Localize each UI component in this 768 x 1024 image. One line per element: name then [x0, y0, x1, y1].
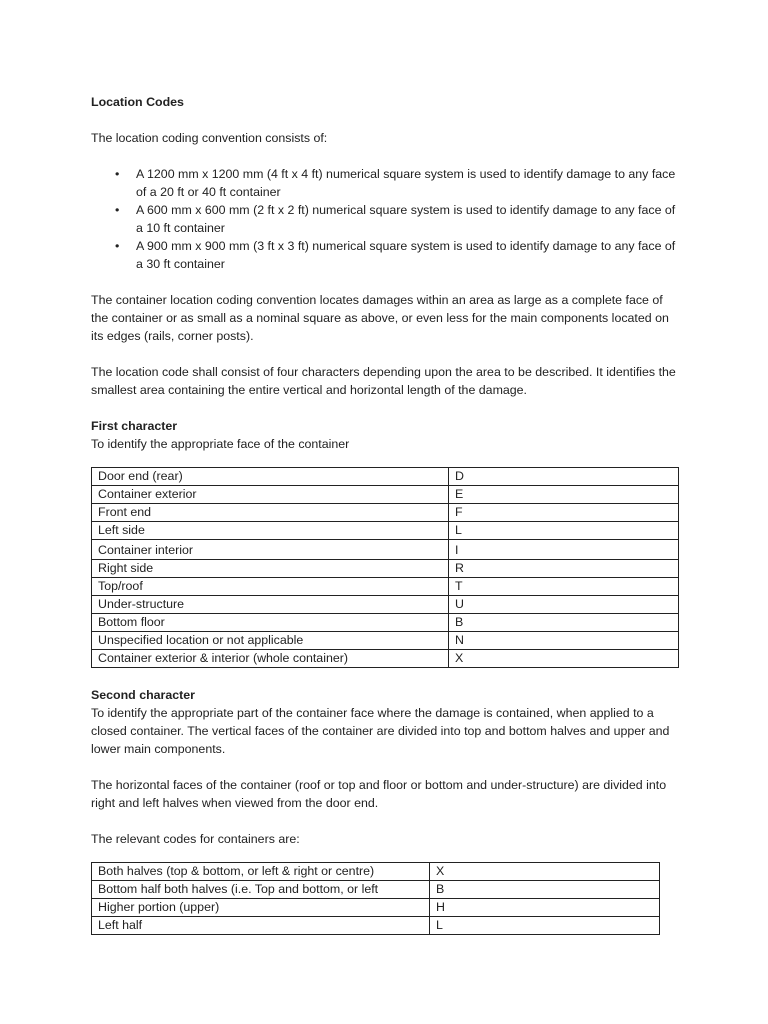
table-row	[92, 486, 679, 504]
table-cell-label: Bottom floor	[92, 614, 449, 632]
paragraph: The container location coding convention locates damages within an area as large as a complete face of the container or as small as a nominal square as above, or even less for the main components located on its edges (rails, corner posts).	[91, 293, 669, 343]
table-cell-code: B	[430, 881, 660, 899]
table-row	[92, 522, 679, 540]
table-cell-label: Both halves (top & bottom, or left & right or centre)	[92, 863, 430, 881]
section-description: To identify the appropriate face of the container	[91, 437, 350, 451]
table-row	[92, 578, 679, 596]
list-item: • A 600 mm x 600 mm (2 ft x 2 ft) numerical square system is used to identify damage to any face of a 10 ft container	[115, 203, 676, 235]
table-cell-code: B	[449, 614, 679, 632]
table-cell-code: E	[449, 486, 679, 504]
table-cell-code: F	[449, 504, 679, 522]
table-cell-label: Top/roof	[92, 578, 449, 596]
bullet-list	[91, 165, 681, 273]
table-row	[92, 504, 679, 522]
bullet-icon: •	[115, 167, 120, 181]
table-cell-code: I	[449, 540, 679, 560]
table-row	[92, 650, 679, 668]
table-row	[92, 614, 679, 632]
bullet-icon: •	[115, 203, 120, 217]
table-cell-label: Under-structure	[92, 596, 449, 614]
section-heading: First character	[91, 419, 178, 433]
table-cell-label: Left half	[92, 917, 430, 935]
table-row	[92, 540, 679, 560]
table-cell-label: Container exterior & interior (whole container)	[92, 650, 449, 668]
table-cell-label: Bottom half both halves (i.e. Top and bottom, or left	[92, 881, 430, 899]
table-cell-code: X	[449, 650, 679, 668]
table-row	[92, 560, 679, 578]
table-cell-label: Higher portion (upper)	[92, 899, 430, 917]
table-cell-label: Door end (rear)	[92, 468, 449, 486]
table-row	[92, 899, 660, 917]
table-cell-label: Front end	[92, 504, 449, 522]
table-cell-label: Left side	[92, 522, 449, 540]
table-cell-code: X	[430, 863, 660, 881]
table-cell-code: D	[449, 468, 679, 486]
table-cell-code: U	[449, 596, 679, 614]
paragraph: The horizontal faces of the container (roof or top and floor or bottom and under-structure) are divided into right and left halves when viewed from the door end.	[91, 778, 667, 810]
list-item: • A 1200 mm x 1200 mm (4 ft x 4 ft) numerical square system is used to identify damage to any face of a 20 ft or 40 ft container	[115, 167, 676, 199]
second-character-table	[91, 862, 660, 935]
table-row	[92, 863, 660, 881]
table-cell-label: Right side	[92, 560, 449, 578]
section-description: To identify the appropriate part of the container face where the damage is contained, when applied to a closed container. The vertical faces of the container are divided into top and bottom halves and upper and lower main components.	[91, 706, 670, 756]
table-row	[92, 596, 679, 614]
bullet-icon: •	[115, 239, 120, 253]
table-cell-code: L	[449, 522, 679, 540]
table-row	[92, 468, 679, 486]
section-heading: Second character	[91, 688, 195, 702]
table-cell-code: T	[449, 578, 679, 596]
table-row	[92, 881, 660, 899]
document-page	[91, 93, 681, 953]
page-title: Location Codes	[91, 95, 184, 109]
codes-intro: The relevant codes for containers are:	[91, 832, 300, 846]
table-cell-code: N	[449, 632, 679, 650]
table-cell-label: Unspecified location or not applicable	[92, 632, 449, 650]
table-cell-code: H	[430, 899, 660, 917]
first-character-table	[91, 467, 679, 668]
table-cell-label: Container exterior	[92, 486, 449, 504]
table-cell-code: R	[449, 560, 679, 578]
table-cell-label: Container interior	[92, 540, 449, 560]
intro-text: The location coding convention consists of:	[91, 131, 328, 145]
paragraph: The location code shall consist of four characters depending upon the area to be described. It identifies the smallest area containing the entire vertical and horizontal length of the damage.	[91, 365, 676, 397]
list-item: • A 900 mm x 900 mm (3 ft x 3 ft) numerical square system is used to identify damage to any face of a 30 ft container	[115, 239, 676, 271]
table-row	[92, 632, 679, 650]
table-row	[92, 917, 660, 935]
table-cell-code: L	[430, 917, 660, 935]
